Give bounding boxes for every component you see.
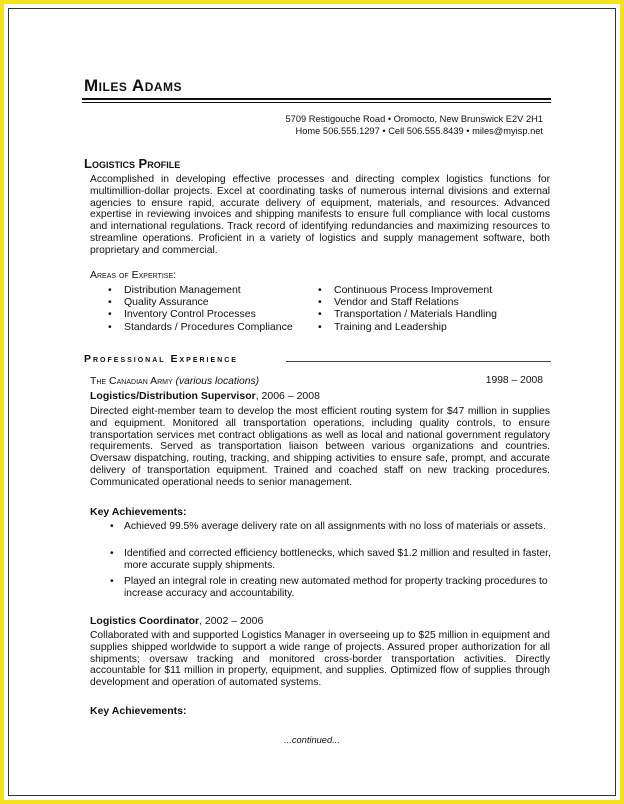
expertise-list-right xyxy=(318,284,550,333)
contact-address: 5709 Restigouche Road • Oromocto, New Brunswick E2V 2H1 xyxy=(285,114,543,124)
job-dates: , 2002 – 2006 xyxy=(199,615,264,627)
contact-phones: Home 506.555.1297 • Cell 506.555.8439 • miles@myisp.net xyxy=(295,126,543,136)
list-item: • Training and Leadership xyxy=(318,320,447,333)
experience-rule xyxy=(286,361,551,362)
employer-line xyxy=(90,375,259,387)
job-dates: , 2006 – 2008 xyxy=(255,390,320,402)
continued-note: ...continued... xyxy=(284,735,340,745)
job-description: Directed eight-member team to develop the most efficient routing system for $47 million in supplies and equipment. Monitored all transportation operations, including quality controls, to ensure transportation services met contract obligations as well as local and national government regulatory requirements. Served as transportation liaison between various organizations and countries. Oversaw dispatching, routing, tracking, and shipping activities to ensure safe, prompt, and accurate delivery of transportation equipment. Trained and coached staff on new tracking procedures. Communicated operational needs to senior management. xyxy=(90,406,550,488)
job-description: Collaborated with and supported Logistics Manager in overseeing up to $25 million in equipment and supplies shipped worldwide to support a wide range of projects. Assured proper authorization for all shipments; oversaw tracking and monitored cross-border transportation activities. Directly accountable for $11 million in property, equipment, and supplies. Optimized flow of supplies through development and operation of automated systems. xyxy=(90,630,550,689)
job-title-line xyxy=(90,615,263,627)
list-item: • Standards / Procedures Compliance xyxy=(108,320,293,333)
expertise-list-left xyxy=(108,284,318,333)
employer-location: (various locations) xyxy=(175,376,260,387)
list-item: • Continuous Process Improvement xyxy=(318,284,493,296)
areas-of-expertise-label: Areas of Expertise: xyxy=(90,269,177,281)
list-item: • Distribution Management xyxy=(108,284,241,296)
employer-name: The Canadian Army xyxy=(90,375,173,387)
list-item: • Quality Assurance xyxy=(108,296,209,309)
page-frame: Miles Adams 5709 Restigouche Road • Oromocto, New Brunswick E2V 2H1 Home 506.555.1297 • Cell 506.555.8439 • miles@myisp.net Logistics Profile Accomplished in developing effective processes and directing complex logistics functions for multimillion-dollar projects. Excel at coordinating tasks of numerous internal divisions and external agencies to ensure rapid, accurate delivery of equipment, materials, and resources. Advanced expertise in reviewing invoices and shipping manifests to ensure full compliance with local customs and international regulations. Track record of identifying redundancies and maximizing resources to streamline operations. Proficient in a variety of logistics and supply management software, both proprietary and commercial. Areas of Expertise: • Distribution Management • Quality Assurance • Inventory Control Processes • Standards / Procedures Compliance • Continuous Process Improvement • Vendor and Staff Relations • Transportation / Materials Handling • Training and Leadership Professional Experience The Canadian Army (various locations) 1998 – 2008 Logistics/Distribution Supervisor, 2006 – 2008 Directed eight-member team to develop the most efficient routing system for $47 million in supplies and equipment. Monitored all transportation operations, including quality controls, to ensure transportation services met contract obligations as well as local and national government regulatory requirements. Served as transportation liaison between various organizations and countries. Oversaw dispatching, routing, tracking, and shipping activities to ensure safe, prompt, and accurate delivery of transportation equipment. Trained and coached staff on new tracking procedures. Communicated operational needs to senior management. Key Achievements: • Achieved 99.5% average delivery rate on all assignments with no loss of materials or assets. • Identified and corrected efficiency bottlenecks, which saved $1.2 million and resulted in faster, more accurate supply shipments. • Played an integral role in creating new automated method for property tracking procedures to increase accuracy and accountability. Logistics Coordinator, 2002 – 2006 Collaborated with and supported Logistics Manager in overseeing up to $25 million in equipment and supplies shipped worldwide to support a wide range of projects. Assured proper authorization for all shipments; oversaw tracking and monitored cross-border transportation activities. Directly accountable for $11 million in property, equipment, and supplies. Optimized flow of supplies through development and operation of automated systems. Key Achievements: ...continued... xyxy=(0,0,624,804)
achievements-label: Key Achievements: xyxy=(90,506,187,518)
experience-heading: Professional Experience xyxy=(84,353,238,365)
profile-heading: Logistics Profile xyxy=(84,156,181,171)
header-rule-thin xyxy=(82,102,551,103)
candidate-name: Miles Adams xyxy=(84,76,183,95)
profile-summary: Accomplished in developing effective processes and directing complex logistics functions for multimillion-dollar projects. Excel at coordinating tasks of numerous internal divisions and external agencies to ensure rapid, accurate delivery of equipment, materials, and resources. Advanced expertise in reviewing invoices and shipping manifests to ensure full compliance with local customs and international regulations. Track record of identifying redundancies and maximizing resources to streamline operations. Proficient in a variety of logistics and supply management software, both proprietary and commercial. xyxy=(90,174,550,256)
header-rule xyxy=(82,98,551,100)
list-item: • Vendor and Staff Relations xyxy=(318,296,459,309)
job-title-line xyxy=(90,390,320,402)
employer-dates: 1998 – 2008 xyxy=(485,375,543,386)
job-title: Logistics Coordinator xyxy=(90,615,200,627)
job-title: Logistics/Distribution Supervisor xyxy=(90,390,256,402)
list-item: • Transportation / Materials Handling xyxy=(318,308,498,321)
list-item: • Inventory Control Processes xyxy=(108,308,256,321)
achievements-label: Key Achievements: xyxy=(90,705,187,717)
